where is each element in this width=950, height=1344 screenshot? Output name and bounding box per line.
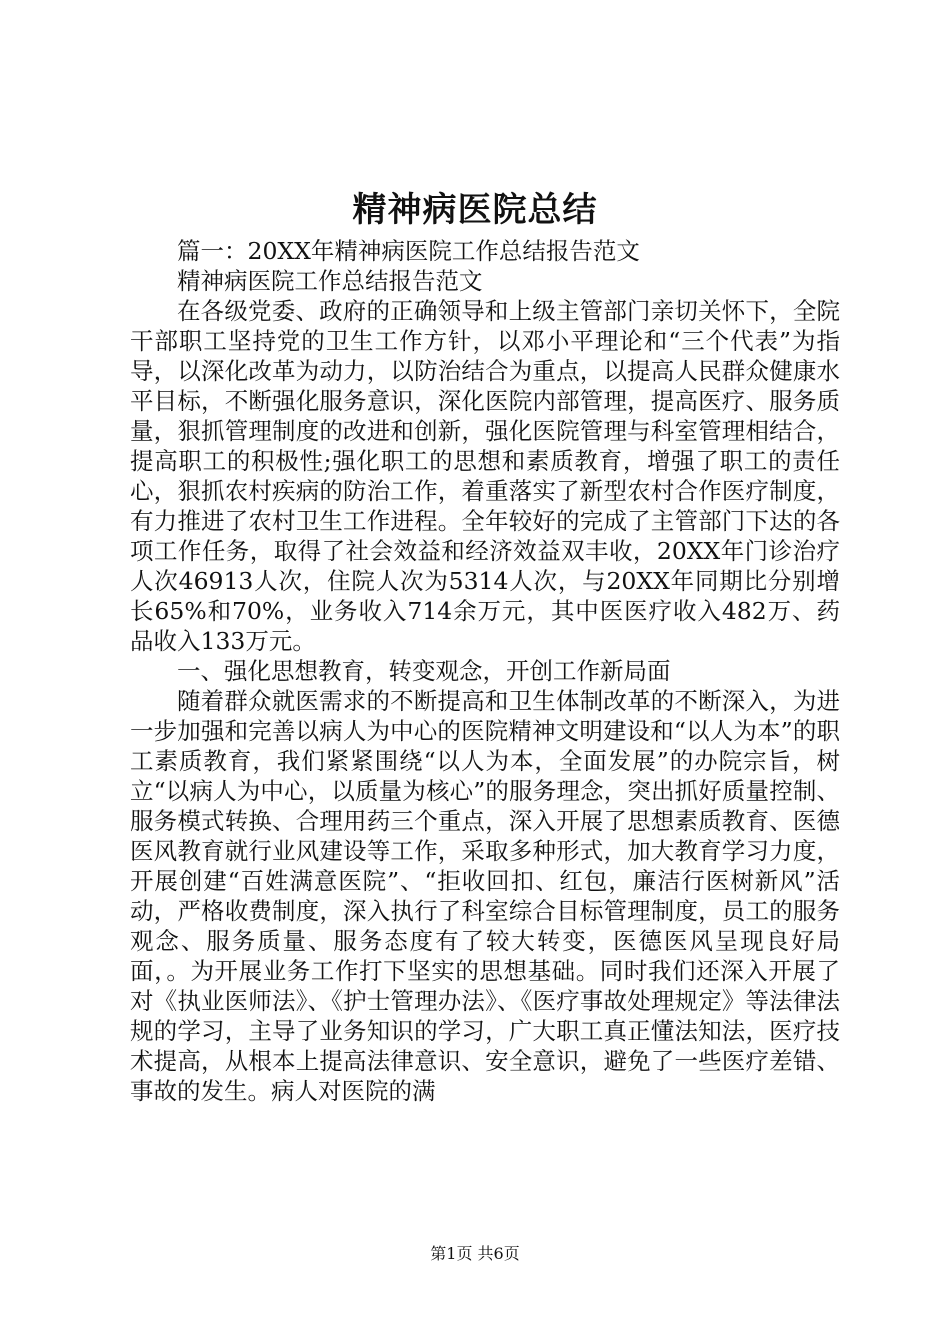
page-footer: 第1页 共6页 bbox=[430, 1244, 520, 1263]
subtitle: 篇一：20XX年精神病医院工作总结报告范文 bbox=[177, 237, 640, 265]
document-body bbox=[130, 236, 840, 1106]
paragraph: 随着群众就医需求的不断提高和卫生体制改革的不断深入，为进一步加强和完善以病人为中心的医院精神文明建设和“以人为本”的职工素质教育，我们紧紧围绕“以人为本，全面发展”的办院宗旨，树立“以病人为中心，以质量为核心”的服务理念，突出抓好质量控制、服务模式转换、合理用药三个重点，深入开展了思想素质教育、医德医风教育就行业风建设等工作，采取多种形式，加大教育学习力度，开展创建“百姓满意医院”、“拒收回扣、红包，廉洁行医树新风”活动，严格收费制度，深入执行了科室综合目标管理制度，员工的服务观念、服务质量、服务态度有了较大转变，医德医风呈现良好局面，。为开展业务工作打下坚实的思想基础。同时我们还深入开展了对《执业医师法》、《护士管理办法》、《医疗事故处理规定》等法律法规的学习，主导了业务知识的学习，广大职工真正懂法知法，医疗技术提高，从根本上提高法律意识、安全意识，避免了一些医疗差错、事故的发生。病人对医院的满 bbox=[130, 687, 840, 1105]
paragraph: 一、强化思想教育，转变观念，开创工作新局面 bbox=[177, 657, 671, 685]
document-title: 精神病医院总结 bbox=[352, 190, 598, 230]
section-heading: 精神病医院工作总结报告范文 bbox=[177, 267, 483, 295]
paragraph: 在各级党委、政府的正确领导和上级主管部门亲切关怀下，全院干部职工坚持党的卫生工作方针，以邓小平理论和“三个代表”为指导，以深化改革为动力，以防治结合为重点，以提高人民群众健康水平目标，不断强化服务意识，深化医院内部管理，提高医疗、服务质量，狠抓管理制度的改进和创新，强化医院管理与科室管理相结合，提高职工的积极性;强化职工的思想和素质教育，增强了职工的责任心，狠抓农村疾病的防治工作，着重落实了新型农村合作医疗制度，有力推进了农村卫生工作进程。全年较好的完成了主管部门下达的各项工作任务，取得了社会效益和经济效益双丰收，20XX年门诊治疗人次46913人次，住院人次为5314人次，与20XX年同期比分别增长65%和70%，业务收入714余万元，其中医医疗收入482万、药品收入133万元。 bbox=[130, 297, 840, 655]
